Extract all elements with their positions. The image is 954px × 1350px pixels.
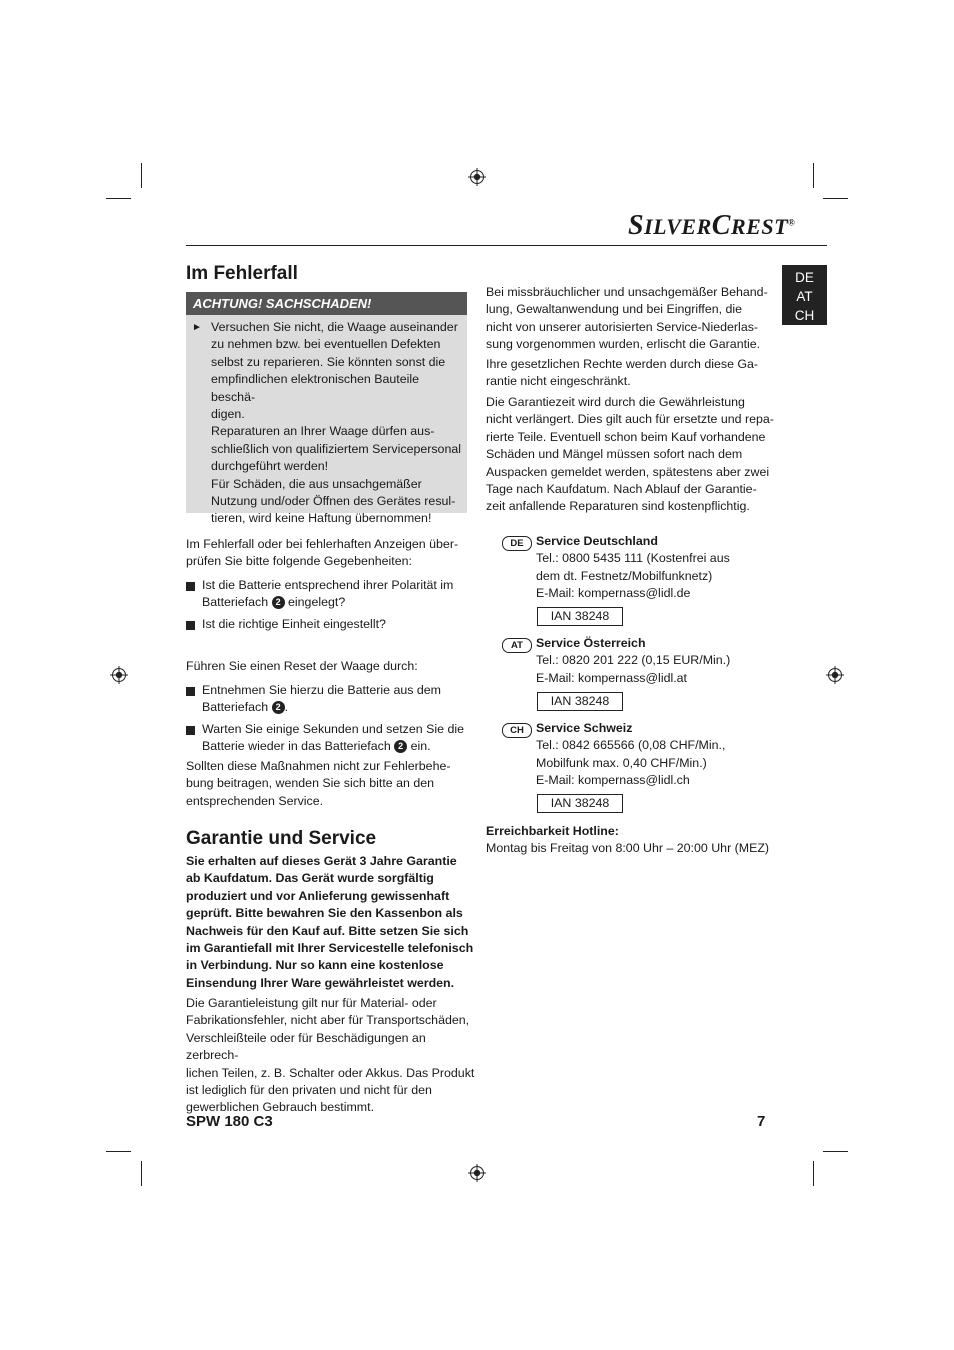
ian-box: IAN 38248: [537, 607, 623, 626]
brand-logo: SILVERCREST®: [628, 210, 796, 241]
crop-mark: [813, 1161, 814, 1186]
warranty-paragraph: Ihre gesetzlichen Rechte werden durch diese Ga- rantie nicht eingeschränkt.: [486, 357, 759, 389]
registration-mark-icon: [826, 666, 844, 684]
hotline-text: Montag bis Freitag von 8:00 Uhr – 20:00 Uhr (MEZ): [486, 841, 770, 855]
warranty-text: Die Garantieleistung gilt nur für Material- oder Fabrikationsfehler, nicht aber für Transportschäden, Verschleißteile oder für Beschädigungen an zerbrech- lichen Teilen, z. B. Schalter oder Akkus. Das Produkt ist lediglich für den privaten und nicht für den gewerblichen Gebrauch bestimmt.: [186, 996, 475, 1115]
battery-compartment-number-icon: 2: [394, 740, 407, 753]
square-bullet-icon: [186, 687, 195, 696]
crop-mark: [141, 163, 142, 188]
ian-box: IAN 38248: [537, 692, 623, 711]
language-code: CH: [794, 308, 815, 323]
model-number: SPW 180 C3: [186, 1113, 273, 1130]
warning-title: ACHTUNG! SACHSCHADEN!: [186, 292, 467, 315]
language-code: DE: [795, 270, 814, 285]
reset-item: Entnehmen Sie hierzu die Batterie aus dem Batteriefach 2 .: [202, 683, 442, 715]
reset-intro: Führen Sie einen Reset der Waage durch:: [186, 659, 418, 673]
warning-text: Versuchen Sie nicht, die Waage auseinander zu nehmen bzw. bei eventuellen Defekten selbst zu reparieren. Sie könnten sonst die empfindlichen elektronischen Bauteile beschä- digen. Reparaturen an Ihrer Waage dürfen aus- schließlich von qualifiziertem Servicepersonal durchgeführt werden! Für Schäden, die aus unsachgemäßer Nutzung und/oder Öffnen des Gerätes resul- tieren, wird keine Haftung übernommen!: [211, 320, 461, 526]
language-code: AT: [796, 289, 813, 304]
service-block-at: Service Österreich Tel.: 0820 201 222 (0,15 EUR/Min.) E-Mail: kompernass@lidl.at: [536, 636, 731, 685]
square-bullet-icon: [186, 582, 195, 591]
check-item: Ist die richtige Einheit eingestellt?: [202, 617, 386, 631]
service-block-de: Service Deutschland Tel.: 0800 5435 111 (Kostenfrei aus dem dt. Festnetz/Mobilfunknetz) E-Mail: kompernass@lidl.de: [536, 534, 730, 601]
registration-mark-icon: [468, 168, 486, 186]
country-badge-at: AT: [502, 638, 532, 653]
square-bullet-icon: [186, 621, 195, 630]
service-block-ch: Service Schweiz Tel.: 0842 665566 (0,08 CHF/Min., Mobilfunk max. 0,40 CHF/Min.) E-Mail: kompernass@lidl.ch: [536, 721, 726, 788]
check-intro: Im Fehlerfall oder bei fehlerhaften Anzeigen über- prüfen Sie bitte folgende Gegebenheiten:: [186, 537, 459, 569]
square-bullet-icon: [186, 726, 195, 735]
reset-item: Warten Sie einige Sekunden und setzen Sie die Batterie wieder in das Batteriefach 2 ein.: [202, 722, 464, 754]
warranty-intro: Sie erhalten auf dieses Gerät 3 Jahre Garantie ab Kaufdatum. Das Gerät wurde sorgfältig produziert und vor Anlieferung gewissenhaft geprüft. Bitte bewahren Sie den Kassenbon als Nachweis für den Kauf auf. Bitte setzen Sie sich im Garantiefall mit Ihrer Servicestelle telefonisch in Verbindung. Nur so kann eine kostenlose Einsendung Ihrer Ware gewährleistet werden.: [186, 854, 474, 990]
battery-compartment-number-icon: 2: [272, 701, 285, 714]
registration-mark-icon: [110, 666, 128, 684]
country-badge-ch: CH: [502, 723, 532, 738]
battery-compartment-number-icon: 2: [272, 596, 285, 609]
crop-mark: [106, 1151, 131, 1152]
language-tab: [782, 265, 827, 325]
registration-mark-icon: [468, 1164, 486, 1182]
arrow-bullet-icon: ►: [192, 322, 202, 333]
section-heading-fault: Im Fehlerfall: [186, 263, 298, 284]
crop-mark: [823, 198, 848, 199]
hotline-title: Erreichbarkeit Hotline:: [486, 824, 619, 838]
crop-mark: [141, 1161, 142, 1186]
country-badge-de: DE: [502, 536, 532, 551]
warranty-paragraph: Die Garantiezeit wird durch die Gewährleistung nicht verlängert. Dies gilt auch für ersetzte und repa- rierte Teile. Eventuell schon beim Kauf vorhandene Schäden und Mängel müssen sofort nach dem Auspacken gemeldet werden, spätestens aber zwei Tage nach Kaufdatum. Nach Ablauf der Garantie- zeit anfallende Reparaturen sind kostenpflichtig.: [486, 395, 774, 514]
warranty-paragraph: Bei missbräuchlicher und unsachgemäßer Behand- lung, Gewaltanwendung und bei Eingriffen, die nicht von unserer autorisierten Service-Niederlas- sung vorgenommen wurden, erlischt die Garantie.: [486, 285, 768, 352]
header-rule: [186, 245, 827, 246]
crop-mark: [106, 198, 131, 199]
ian-box: IAN 38248: [537, 794, 623, 813]
crop-mark: [813, 163, 814, 188]
check-item: Ist die Batterie entsprechend ihrer Polarität im Batteriefach 2 eingelegt?: [202, 578, 454, 610]
reset-outro: Sollten diese Maßnahmen nicht zur Fehlerbehe- bung beitragen, wenden Sie sich bitte an den entsprechenden Service.: [186, 759, 451, 808]
crop-mark: [823, 1151, 848, 1152]
section-heading-warranty: Garantie und Service: [186, 828, 377, 849]
page-number: 7: [757, 1113, 766, 1130]
